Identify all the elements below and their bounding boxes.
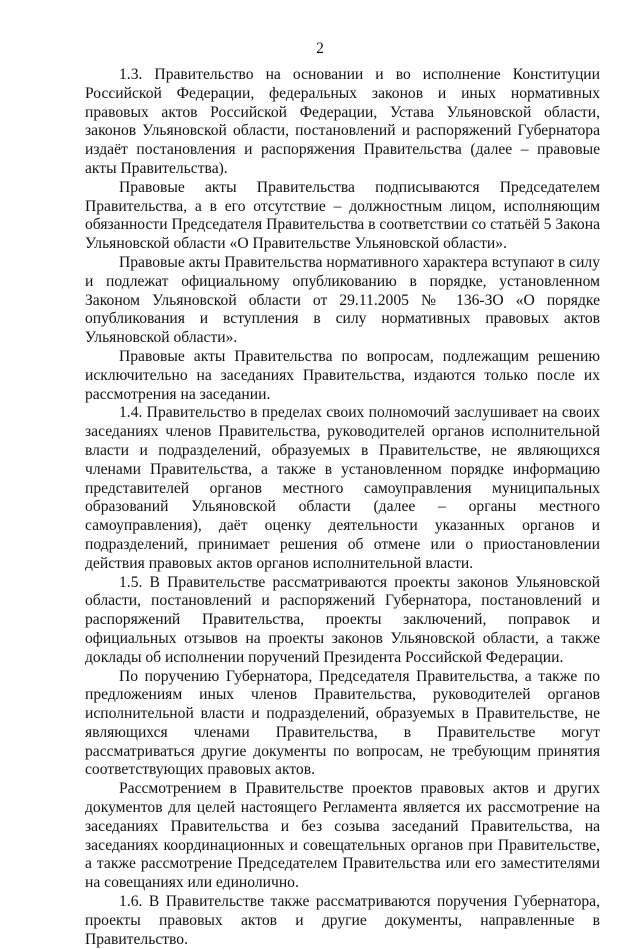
paragraph-publication: Правовые акты Правительства нормативного характера вступают в силу и подлежат официальному опубликованию в порядке, установленном Законом Ульяновской области от 29.11.2005 № 136-ЗО «О порядке опубликования и вступления в силу нормативных правовых актов Ульяновской области». bbox=[85, 253, 600, 347]
paragraph-consideration: Рассмотрением в Правительстве проектов правовых актов и других документов для целей настоящего Регламента является их рассмотрение на заседаниях Правительства и без созыва заседаний Правительства, на заседаниях координационных и совещательных органов при Правительстве, а также рассмотрение Председателем Правительства или его заместителями на совещаниях или единолично. bbox=[85, 780, 600, 892]
paragraph-1-3: 1.3. Правительство на основании и во исполнение Конституции Российской Федерации, федеральных законов и иных нормативных правовых актов Российской Федерации, Устава Ульяновской области, законов Ульяновской области, постановлений и распоряжений Губернатора издаёт постановления и распоряжения Правительства (далее – правовые акты Правительства). bbox=[85, 66, 600, 177]
page-number: 2 bbox=[316, 40, 324, 57]
paragraph-1-4: 1.4. Правительство в пределах своих полномочий заслушивает на своих заседаниях членов Правительства, руководителей органов исполнительной власти и подразделений, образуемых в Правительстве, не являющихся членами Правительства, а также в установленном порядке информацию представителей органов местного самоуправления муниципальных образований Ульяновской области (далее – органы местного самоуправления), даёт оценку деятельности указанных органов и подразделений, принимает решения об отмене или о приостановлении действия правовых актов органов исполнительной власти. bbox=[85, 404, 600, 572]
paragraph-signing: Правовые акты Правительства подписываются Председателем Правительства, а в его отсутствие – должностным лицом, исполняющим обязанности Председателя Правительства в соответствии со статьёй 5 Закона Ульяновской области «О Правительстве Ульяновской области». bbox=[85, 178, 600, 253]
paragraph-1-5: 1.5. В Правительстве рассматриваются проекты законов Ульяновской области, постановлений и распоряжений Губернатора, постановлений и распоряжений Правительства, проекты заключений, поправок и официальных отзывов на проекты законов Ульяновской области, а также доклады об исполнении поручений Президента Российской Федерации. bbox=[85, 573, 600, 666]
paragraph-1-6: 1.6. В Правительстве также рассматриваются поручения Губернатора, проекты правовых актов и другие документы, направленные в Правительство. bbox=[85, 893, 600, 948]
paragraph-other-documents: По поручению Губернатора, Председателя Правительства, а также по предложениям иных членов Правительства, руководителей органов исполнительной власти и подразделений, образуемых в Правительстве, не являющихся членами Правительства, в Правительстве могут рассматриваться другие документы по вопросам, не требующим принятия соответствующих правовых актов. bbox=[85, 667, 600, 779]
paragraph-exclusive-issues: Правовые акты Правительства по вопросам, подлежащим решению исключительно на заседаниях Правительства, издаются только после их рассмотрения на заседании. bbox=[85, 347, 600, 403]
document-body bbox=[85, 66, 600, 949]
